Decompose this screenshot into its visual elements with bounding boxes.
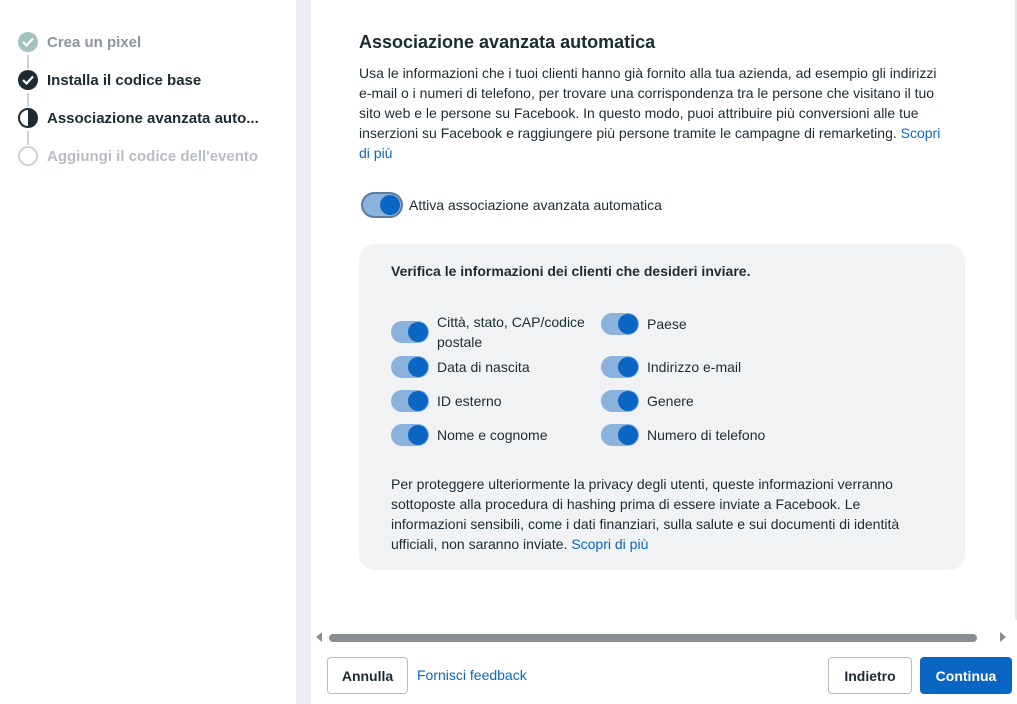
privacy-note-text: Per proteggere ulteriormente la privacy degli utenti, queste informazioni verranno sottoposte alla procedura di hashing prima di essere inviate a Facebook. Le informazioni sensibili, come i dati finanziari, sulla salute e sui documenti di identità ufficiali, non saranno inviate. (391, 476, 900, 552)
step-associazione-avanzata[interactable] (18, 106, 259, 130)
step-label: Associazione avanzata auto... (47, 109, 259, 127)
field-id-esterno (391, 390, 591, 412)
toggle-knob (408, 357, 428, 377)
step-label: Installa il codice base (47, 71, 202, 89)
step-aggiungi-evento[interactable] (18, 144, 258, 168)
field-label: ID esterno (437, 393, 502, 409)
field-toggle[interactable] (391, 424, 429, 446)
description-text: Usa le informazioni che i tuoi clienti hanno già fornito alla tua azienda, ad esempio gli indirizzi e-mail o i numeri di telefono, per trovare una corrispondenza tra le persone che visitano il tuo sito web e le persone su Facebook. In questo modo, puoi attribuire più conversioni alle tue inserzioni su Facebook e raggiungere più persone tramite le campagne di remarketing. (359, 65, 937, 141)
field-numero-telefono (601, 424, 801, 446)
customer-info-panel (359, 244, 965, 570)
privacy-note (391, 474, 931, 554)
toggle-knob (618, 314, 638, 334)
field-toggle[interactable] (601, 390, 639, 412)
field-label: Nome e cognome (437, 427, 548, 443)
description (359, 63, 949, 163)
field-toggle[interactable] (601, 356, 639, 378)
step-connector (27, 55, 29, 69)
learn-more-link[interactable]: Scopri di più (359, 125, 941, 161)
empty-circle-icon (18, 146, 38, 166)
toggle-knob (408, 425, 428, 445)
check-circle-icon (18, 70, 38, 90)
toggle-knob (618, 425, 638, 445)
continue-button[interactable]: Continua (920, 657, 1012, 694)
field-nome-cognome (391, 424, 591, 446)
field-genere (601, 390, 801, 412)
field-indirizzo-email (601, 356, 801, 378)
field-data-nascita (391, 356, 591, 378)
field-toggle[interactable] (391, 390, 429, 412)
scroll-right-icon[interactable] (1000, 632, 1006, 642)
back-button[interactable]: Indietro (828, 657, 912, 694)
auto-matching-toggle[interactable] (363, 194, 401, 216)
toggle-knob (408, 391, 428, 411)
field-paese (601, 313, 801, 335)
auto-matching-label: Attiva associazione avanzata automatica (409, 197, 662, 213)
toggle-knob (380, 195, 400, 215)
feedback-link[interactable]: Fornisci feedback (417, 667, 527, 683)
sidebar-divider (296, 0, 311, 704)
cancel-button[interactable]: Annulla (327, 657, 408, 694)
content (359, 32, 949, 163)
field-toggle[interactable] (391, 356, 429, 378)
field-label: Paese (647, 316, 687, 332)
step-connector (27, 93, 29, 107)
auto-matching-toggle-row (363, 194, 662, 216)
privacy-learn-more-link[interactable]: Scopri di più (571, 536, 649, 552)
footer-actions (311, 646, 1017, 704)
scrollbar-thumb[interactable] (329, 634, 977, 642)
step-label: Crea un pixel (47, 33, 142, 51)
field-label: Città, stato, CAP/codice postale (437, 314, 585, 350)
toggle-knob (618, 357, 638, 377)
step-installa-codice[interactable] (18, 68, 201, 92)
check-circle-icon (18, 32, 38, 52)
field-toggle[interactable] (601, 424, 639, 446)
step-connector (27, 131, 29, 145)
step-crea-pixel[interactable] (18, 30, 141, 54)
field-label: Indirizzo e-mail (647, 359, 742, 375)
field-label: Data di nascita (437, 359, 530, 375)
field-citta-stato-cap (391, 312, 591, 352)
field-label: Genere (647, 393, 694, 409)
field-toggle[interactable] (391, 321, 429, 343)
step-label: Aggiungi il codice dell'evento (47, 147, 259, 165)
steps-sidebar (0, 0, 296, 704)
field-toggle[interactable] (601, 313, 639, 335)
field-label: Numero di telefono (647, 427, 766, 443)
page-title: Associazione avanzata automatica (359, 32, 656, 52)
scroll-left-icon[interactable] (316, 632, 322, 642)
panel-title: Verifica le informazioni dei clienti che desideri inviare. (391, 263, 751, 279)
horizontal-scrollbar[interactable] (311, 628, 1017, 646)
half-circle-icon (18, 108, 38, 128)
toggle-knob (618, 391, 638, 411)
main-panel (311, 0, 1017, 704)
toggle-knob (408, 322, 428, 342)
